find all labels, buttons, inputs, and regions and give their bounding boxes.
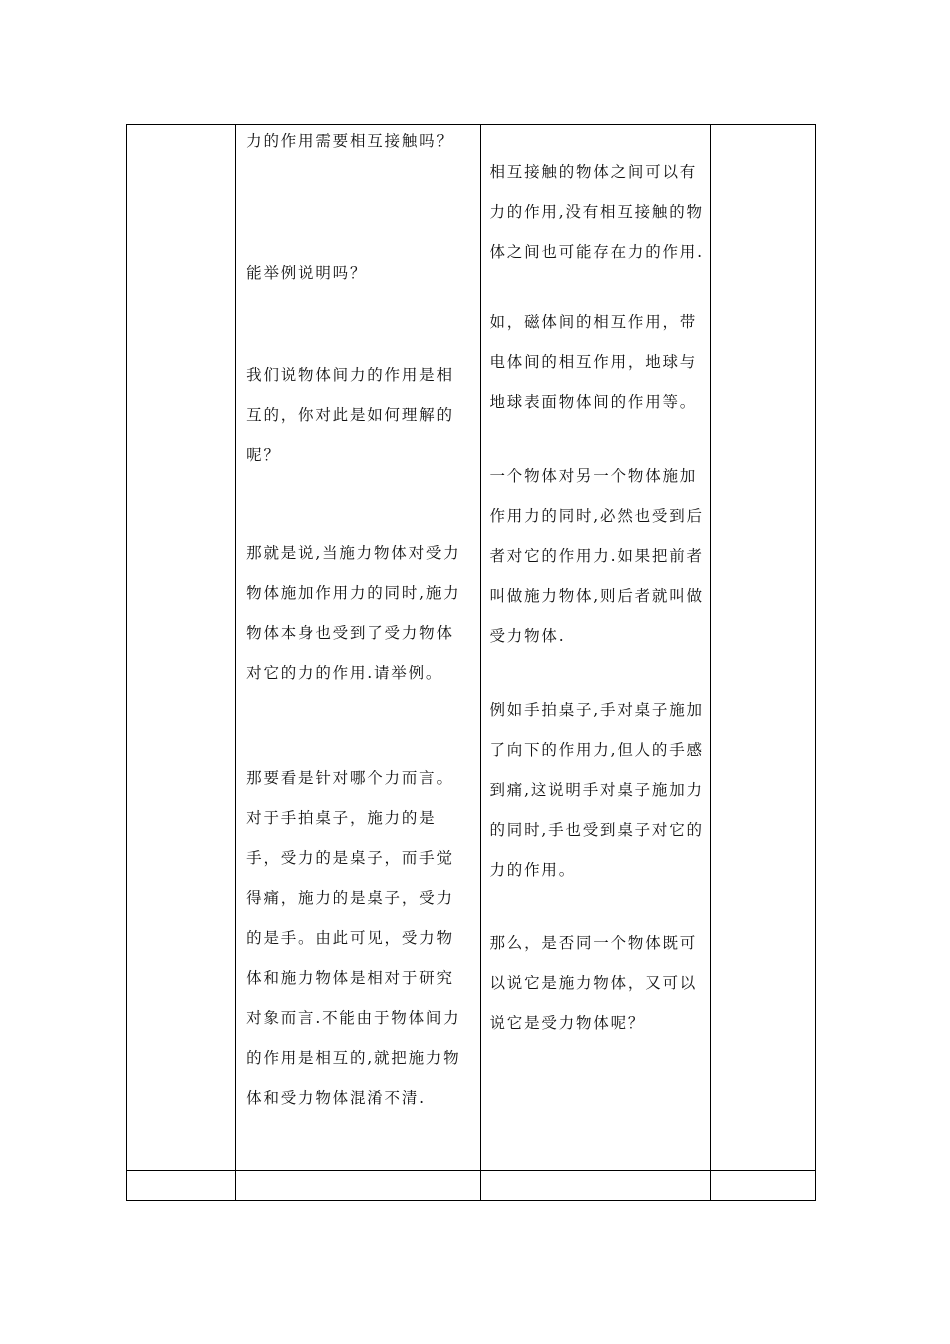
teacher-question-4: 那就是说,当施力物体对受力物体施加作用力的同时,施力物体本身也受到了受力物体对它的力的作用.请举例。	[246, 544, 461, 682]
empty-cell	[710, 1170, 815, 1200]
notes-cell	[710, 125, 815, 1171]
empty-cell	[236, 1170, 480, 1200]
stage-cell	[127, 125, 236, 1171]
teacher-question-1: 力的作用需要相互接触吗？	[246, 132, 454, 150]
teacher-question-3: 我们说物体间力的作用是相互的，你对此是如何理解的呢？	[246, 366, 454, 464]
student-answer-4: 例如手拍桌子,手对桌子施加了向下的作用力,但人的手感到痛,这说明手对桌子施加力的同时,手也受到桌子对它的力的作用。	[489, 701, 704, 879]
student-answer-1: 相互接触的物体之间可以有力的作用,没有相互接触的物体之间也可能存在力的作用.	[489, 163, 704, 261]
table-row	[127, 125, 816, 1171]
student-question: 那么，是否同一个物体既可以说它是施力物体，又可以说它是受力物体呢？	[489, 934, 698, 1032]
student-answer-3: 一个物体对另一个物体施加作用力的同时,必然也受到后者对它的作用力.如果把前者叫做施力物体,则后者就叫做受力物体.	[489, 467, 704, 645]
empty-cell	[480, 1170, 710, 1200]
teacher-question-2: 能举例说明吗？	[246, 264, 368, 282]
student-answer-2: 如，磁体间的相互作用，带电体间的相互作用，地球与地球表面物体间的作用等。	[489, 313, 698, 411]
student-activity-cell	[480, 125, 710, 1171]
lesson-table	[126, 124, 816, 1201]
table-row	[127, 1170, 816, 1200]
empty-cell	[127, 1170, 236, 1200]
teacher-explanation: 那要看是针对哪个力而言。对于手拍桌子，施力的是手，受力的是桌子，而手觉得痛，施力的是桌子，受力的是手。由此可见，受力物体和施力物体是相对于研究对象而言.不能由于物体间力的作用是相互的,就把施力物体和受力物体混淆不清.	[246, 769, 461, 1107]
teacher-activity-cell	[236, 125, 480, 1171]
